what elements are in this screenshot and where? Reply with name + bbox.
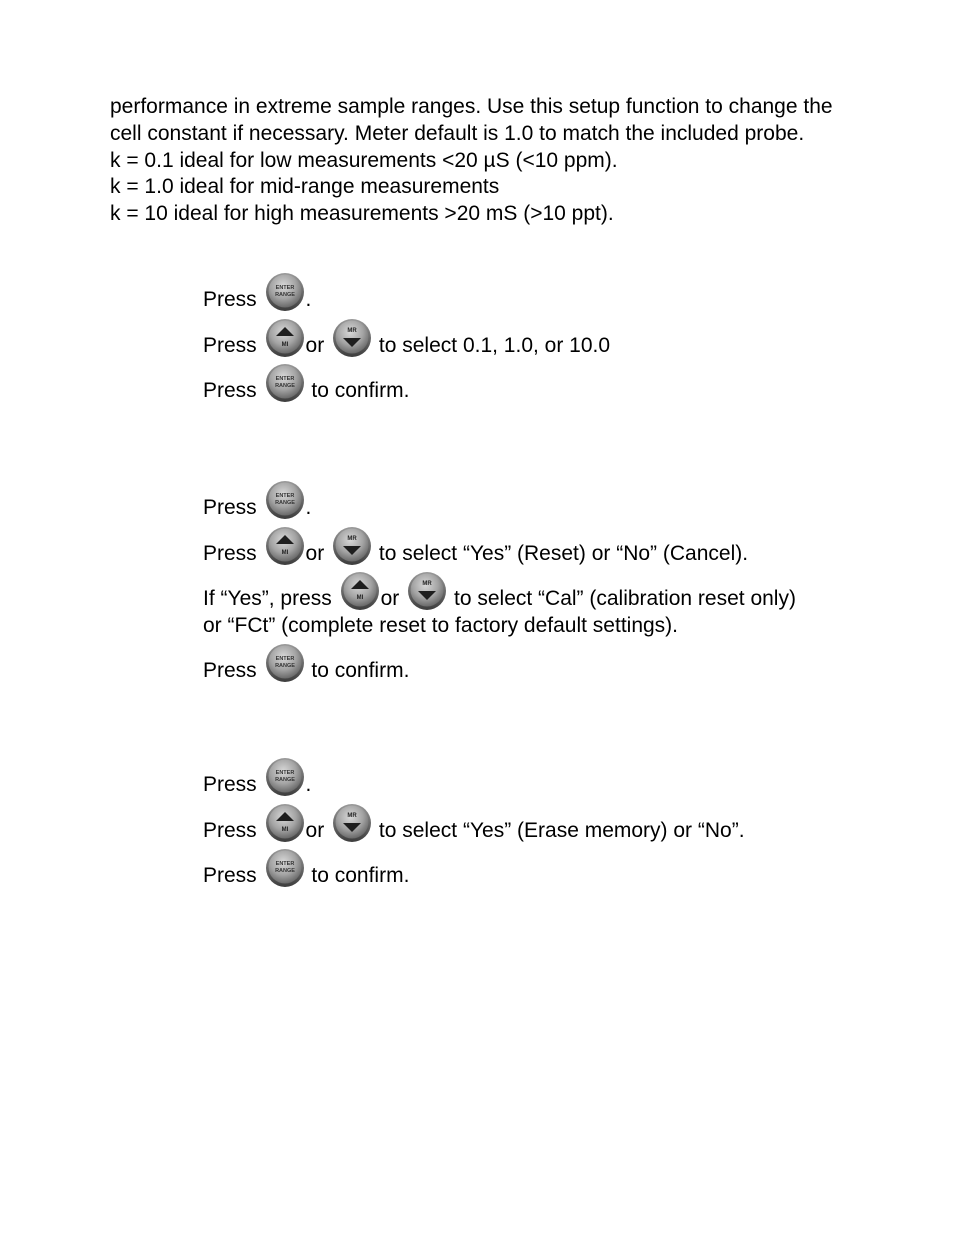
enter-label: ENTER (275, 376, 294, 382)
range-label: RANGE (274, 383, 295, 389)
enter-label: ENTER (275, 285, 294, 291)
or-text: or (305, 542, 325, 565)
mr-label: MR (347, 536, 357, 542)
press-text: Press (203, 659, 257, 682)
enter-range-button-icon (265, 363, 305, 403)
period-text: . (305, 288, 312, 311)
to-confirm-text: to confirm. (311, 659, 410, 682)
erase-select-text: to select “Yes” (Erase memory) or “No”. (378, 819, 745, 842)
mi-label: MI (281, 550, 288, 556)
reset-step-press-enter (203, 480, 311, 521)
intro-block (110, 94, 850, 228)
mr-label: MR (347, 328, 357, 334)
intro-paragraph: performance in extreme sample ranges. Use this setup function to change the cell constant if necessary. Meter default is 1.0 to match the included probe. (110, 95, 833, 145)
cell-step-select (203, 318, 610, 359)
press-text: Press (203, 542, 257, 565)
to-confirm-text: to confirm. (311, 379, 410, 402)
mi-label: MI (281, 827, 288, 833)
enter-range-button-icon (265, 480, 305, 520)
down-mr-button-icon (332, 318, 372, 358)
press-text: Press (203, 496, 257, 519)
press-text: Press (203, 334, 257, 357)
press-text: Press (203, 819, 257, 842)
down-mr-button-icon (332, 526, 372, 566)
or-text: or (305, 819, 325, 842)
press-text: Press (203, 379, 257, 402)
k-mid-line: k = 1.0 ideal for mid-range measurements (110, 175, 500, 199)
mi-label: MI (281, 342, 288, 348)
press-text: Press (203, 773, 257, 796)
enter-range-button-icon (265, 272, 305, 312)
press-text: Press (203, 288, 257, 311)
period-text: . (305, 773, 312, 796)
enter-range-button-icon (265, 757, 305, 797)
reset-step-confirm (203, 643, 409, 684)
press-text: Press (203, 864, 257, 887)
range-label: RANGE (274, 868, 295, 874)
range-label: RANGE (274, 777, 295, 783)
up-mi-button-icon (265, 803, 305, 843)
reset-step-select (203, 526, 748, 567)
enter-label: ENTER (275, 770, 294, 776)
cell-step-confirm (203, 363, 409, 404)
enter-range-button-icon (265, 848, 305, 888)
enter-label: ENTER (275, 861, 294, 867)
reset-step-if-yes (203, 571, 813, 639)
select-cal-text: to select “Cal” (calibration reset only) or “FCt” (complete reset to factory default settings). (203, 587, 796, 637)
enter-label: ENTER (275, 493, 294, 499)
enter-label: ENTER (275, 656, 294, 662)
down-mr-button-icon (332, 803, 372, 843)
erase-step-confirm (203, 848, 409, 889)
range-label: RANGE (274, 500, 295, 506)
or-text: or (305, 334, 325, 357)
mi-label: MI (356, 595, 363, 601)
up-mi-button-icon (340, 571, 380, 611)
range-label: RANGE (274, 292, 295, 298)
cell-select-text: to select 0.1, 1.0, or 10.0 (378, 334, 611, 357)
up-mi-button-icon (265, 318, 305, 358)
k-low-line: k = 0.1 ideal for low measurements <20 µS (<10 ppm). (110, 148, 618, 172)
or-text: or (380, 587, 400, 610)
if-yes-text: If “Yes”, press (203, 587, 332, 610)
erase-step-press-enter (203, 757, 311, 798)
cell-step-press-enter (203, 272, 311, 313)
enter-range-button-icon (265, 643, 305, 683)
down-mr-button-icon (407, 571, 447, 611)
erase-step-select (203, 803, 745, 844)
mr-label: MR (422, 581, 432, 587)
to-confirm-text: to confirm. (311, 864, 410, 887)
mr-label: MR (347, 813, 357, 819)
up-mi-button-icon (265, 526, 305, 566)
range-label: RANGE (274, 663, 295, 669)
reset-select-text: to select “Yes” (Reset) or “No” (Cancel). (378, 542, 749, 565)
k-high-line: k = 10 ideal for high measurements >20 mS (>10 ppt). (110, 202, 614, 226)
period-text: . (305, 496, 312, 519)
